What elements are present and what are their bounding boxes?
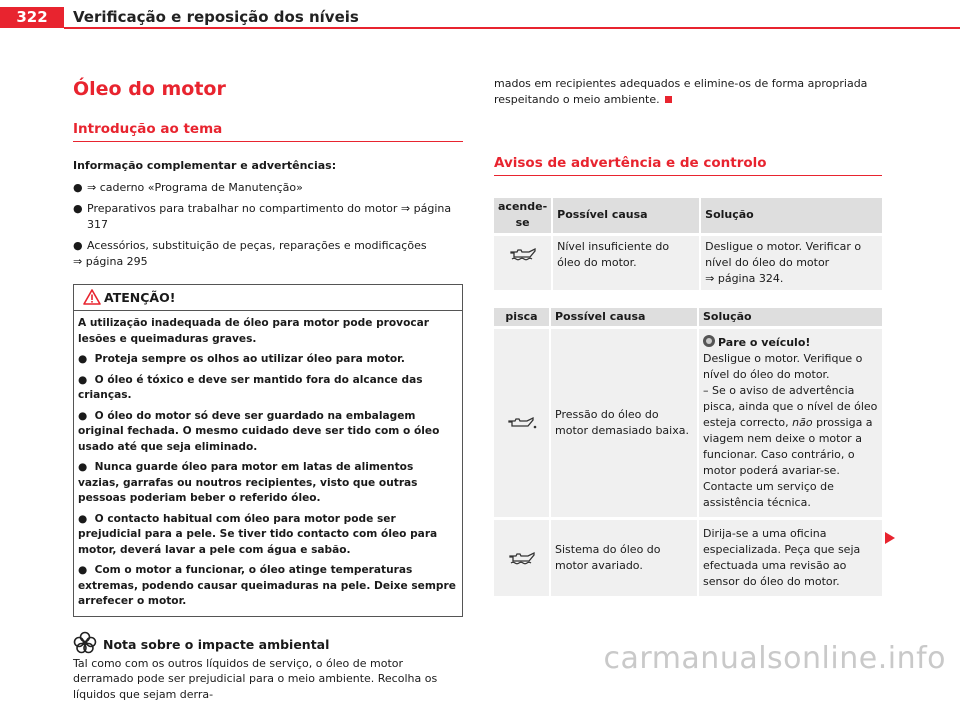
- page-reference-link[interactable]: ⇒ página 324.: [705, 271, 878, 287]
- stop-vehicle-line: [703, 335, 878, 351]
- section-title: Óleo do motor: [73, 76, 463, 102]
- bullet-dot-icon: ●: [78, 513, 95, 525]
- table-header-row: [494, 308, 882, 328]
- warning-item: [78, 352, 458, 368]
- page-header: [0, 0, 960, 32]
- solution-text: Desligue o motor. Verifique o nível do óleo do motor.: [703, 351, 878, 383]
- bullet-item: [73, 238, 463, 270]
- cause-cell: Sistema do óleo do motor avariado.: [550, 519, 698, 597]
- bullet-item: [73, 180, 463, 196]
- table-row: [494, 234, 882, 290]
- solution-cell: [700, 234, 882, 290]
- bullet-dot-icon: ●: [78, 353, 95, 365]
- solution-text: Desligue o motor. Verificar o nível do óleo do motor: [705, 239, 878, 271]
- warning-box: [73, 284, 463, 617]
- table-header-row: [494, 198, 882, 234]
- warning-triangle-icon: [83, 289, 101, 305]
- bullet-dot-icon: ●: [78, 374, 95, 386]
- right-column: [494, 76, 882, 596]
- watermark-text: carmanualsonline.info: [604, 640, 946, 678]
- bullet-dot-icon: ●: [73, 238, 83, 254]
- bullet-item: [73, 201, 463, 233]
- solution-extra-text: prossiga a viagem nem deixe o motor a funcionar. Caso contrário, o motor poderá avariar-se. Contacte um serviço de assistência técnica.: [703, 416, 873, 509]
- indicator-icon-cell: [494, 328, 550, 519]
- column-header: Solução: [698, 308, 882, 328]
- warning-body: [74, 311, 462, 616]
- page-number: 322: [0, 7, 64, 28]
- warning-item-text: O óleo é tóxico e deve ser mantido fora do alcance das crianças.: [78, 374, 423, 402]
- environment-title: Nota sobre o impacte ambiental: [103, 637, 329, 652]
- column-header: Solução: [700, 198, 882, 234]
- warning-item-text: Nunca guarde óleo para motor em latas de alimentos vazias, garrafas ou noutros recipientes, visto que outras pessoas poderiam beber o referido óleo.: [78, 461, 418, 504]
- header-rule: [64, 27, 960, 29]
- solution-extra-text: – Se o aviso de advertência pisca, ainda que o nível de óleo esteja correcto,: [703, 384, 877, 429]
- warning-title: ATENÇÃO!: [104, 290, 175, 305]
- running-title: Verificação e reposição dos níveis: [73, 7, 359, 28]
- column-header: acende-se: [494, 198, 552, 234]
- bullet-text[interactable]: Preparativos para trabalhar no compartimento do motor ⇒ página 317: [87, 202, 451, 231]
- warning-item: [78, 563, 458, 610]
- table-row: [494, 328, 882, 519]
- oil-pressure-icon: [506, 415, 538, 431]
- column-header: pisca: [494, 308, 550, 328]
- warning-item: [78, 460, 458, 507]
- warning-item: [78, 373, 458, 404]
- indicator-icon-cell: [494, 234, 552, 290]
- bullet-dot-icon: ●: [78, 564, 95, 576]
- warning-intro: A utilização inadequada de óleo para motor pode provocar lesões e queimaduras graves.: [78, 316, 458, 347]
- solution-extra: [703, 383, 878, 511]
- stop-vehicle-icon: [703, 335, 715, 347]
- warning-item: [78, 409, 458, 456]
- oil-sensor-icon: [507, 550, 537, 566]
- page-reference-link[interactable]: ⇒ página 295: [73, 254, 463, 270]
- warning-header: [74, 285, 462, 311]
- bullet-dot-icon: ●: [73, 201, 83, 217]
- column-header: Possível causa: [552, 198, 700, 234]
- cause-cell: Nível insuficiente do óleo do motor.: [552, 234, 700, 290]
- continuation-text-content: mados em recipientes adequados e elimine-os de forma apropriada respeitando o meio ambiente.: [494, 77, 867, 106]
- bullet-text: Acessórios, substituição de peças, reparações e modificações: [87, 239, 427, 252]
- warning-item-text: O óleo do motor só deve ser guardado na embalagem original fechada. O mesmo cuidado deve ser tido com o óleo usado até que seja eliminado.: [78, 410, 439, 453]
- left-column: [73, 76, 463, 702]
- environment-text: Tal como com os outros líquidos de serviço, o óleo de motor derramado pode ser prejudicial para o meio ambiente. Recolha os líquidos que sejam derra-: [73, 656, 463, 702]
- end-of-section-icon: [665, 96, 672, 103]
- solution-emphasis: não: [792, 416, 812, 429]
- continuation-text: [494, 76, 882, 108]
- cause-cell: Pressão do óleo do motor demasiado baixa.: [550, 328, 698, 519]
- column-header: Possível causa: [550, 308, 698, 328]
- warning-item-text: Proteja sempre os olhos ao utilizar óleo para motor.: [95, 353, 405, 365]
- intro-heading: Introdução ao tema: [73, 120, 463, 142]
- bullet-text[interactable]: ⇒ caderno «Programa de Manutenção»: [87, 181, 303, 194]
- indicator-icon-cell: [494, 519, 550, 597]
- continue-next-page-icon: [884, 532, 896, 544]
- warning-item-text: O contacto habitual com óleo para motor pode ser prejudicial para a pele. Se tiver tido contacto com óleo para motor, deverá lavar a pele com água e sabão.: [78, 513, 437, 556]
- solution-cell: Dirija-se a uma oficina especializada. Peça que seja efectuada uma revisão ao sensor do óleo do motor.: [698, 519, 882, 597]
- warning-item: [78, 512, 458, 559]
- solution-cell: [698, 328, 882, 519]
- bullet-dot-icon: ●: [78, 410, 95, 422]
- indicator-table-lights: [494, 198, 882, 290]
- stop-vehicle-text: Pare o veículo!: [718, 336, 810, 349]
- watermark: [0, 640, 960, 678]
- bullet-dot-icon: ●: [73, 180, 83, 196]
- bullet-dot-icon: ●: [78, 461, 95, 473]
- indicator-table-blinking: [494, 308, 882, 597]
- info-label: Informação complementar e advertências:: [73, 158, 463, 174]
- warning-item-text: Com o motor a funcionar, o óleo atinge temperaturas extremas, podendo causar queimaduras na pele. Deixe sempre arrefecer o motor.: [78, 564, 456, 607]
- table-row: [494, 519, 882, 597]
- oil-level-icon: [508, 246, 538, 262]
- indicators-heading: Avisos de advertência e de controlo: [494, 154, 882, 176]
